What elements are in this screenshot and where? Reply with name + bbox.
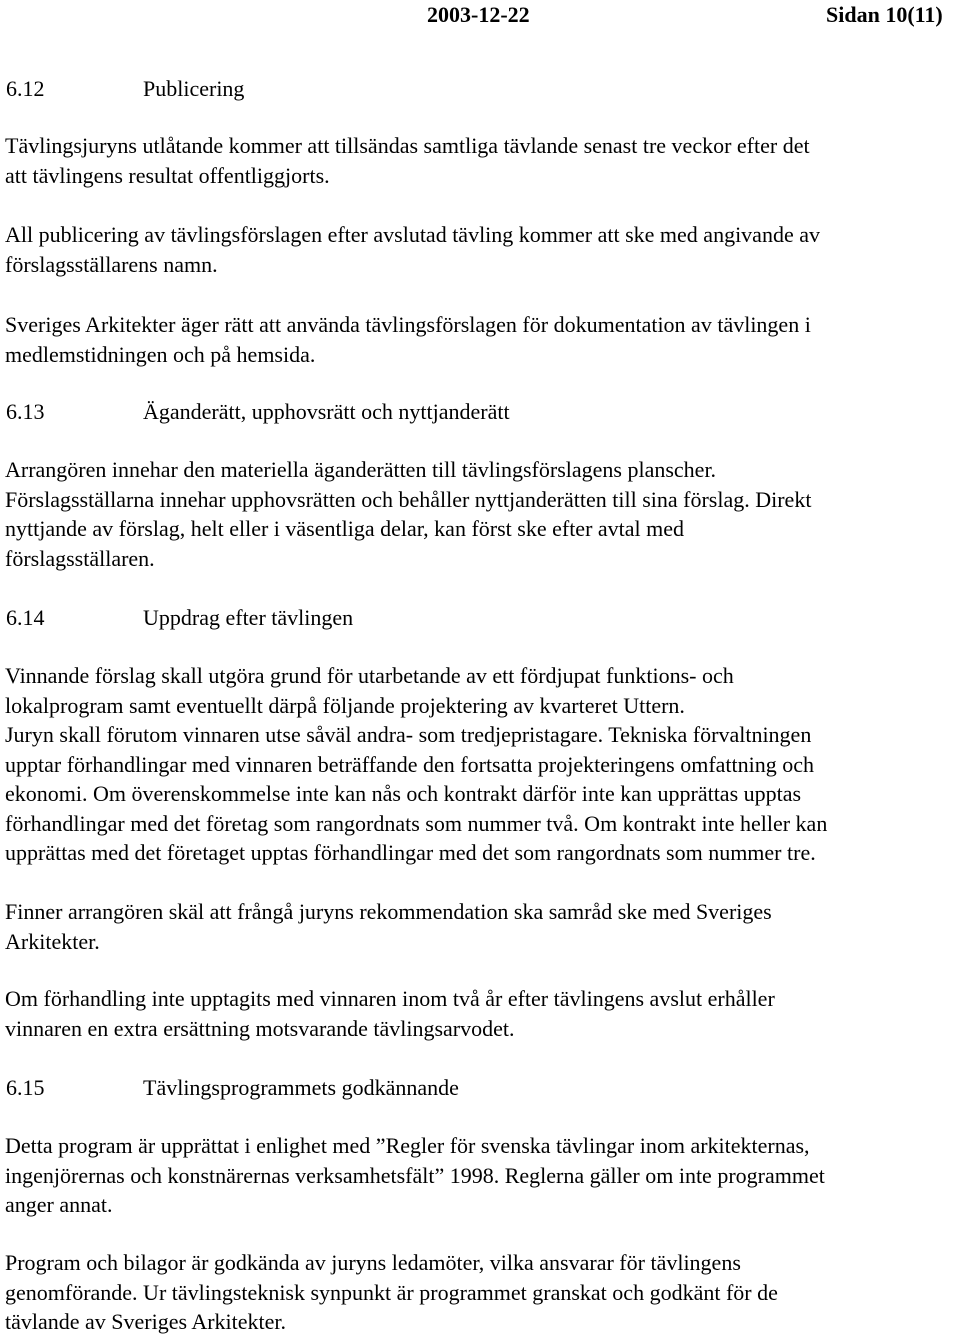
text-line: Finner arrangören skäl att frångå juryns rekommendation ska samråd ske med Sveriges: [5, 899, 772, 924]
section-title: Tävlingsprogrammets godkännande: [143, 1075, 459, 1100]
paragraph: [5, 220, 960, 279]
paragraph: [5, 1248, 960, 1337]
text-line: medlemstidningen och på hemsida.: [5, 341, 316, 367]
section-title: Äganderätt, upphovsrätt och nyttjanderätt: [143, 399, 510, 424]
text-line: upptar förhandlingar med vinnaren beträffande den fortsatta projekteringens omfattning och: [5, 751, 815, 777]
text-line: Juryn skall förutom vinnaren utse såväl andra- som tredjepristagare. Tekniska förvaltningen: [5, 722, 812, 747]
text-line: vinnaren en extra ersättning motsvarande tävlingsarvodet.: [5, 1015, 515, 1041]
section-title: Uppdrag efter tävlingen: [143, 605, 354, 630]
text-line: Program och bilagor är godkända av juryns ledamöter, vilka ansvarar för tävlingens: [5, 1250, 741, 1275]
text-line: förhandlingar med det företag som rangordnats som nummer två. Om kontrakt inte heller kan: [5, 810, 828, 836]
text-line: Detta program är upprättat i enlighet med ”Regler för svenska tävlingar inom arkitekternas,: [5, 1133, 810, 1158]
text-line: upprättas med det företaget upptas förhandlingar med det som rangordnats som nummer tre.: [5, 840, 816, 865]
text-line: lokalprogram samt eventuellt därpå följande projektering av kvarteret Uttern.: [5, 692, 685, 718]
text-line: Om förhandling inte upptagits med vinnaren inom två år efter tävlingens avslut erhåller: [5, 986, 775, 1011]
header-page-number: Sidan 10(11): [826, 2, 943, 27]
section-heading-6-14: [6, 603, 353, 633]
text-line: att tävlingens resultat offentliggjorts.: [5, 162, 330, 188]
text-line: Arrangören innehar den materiella äganderätten till tävlingsförslagens planscher.: [5, 457, 717, 482]
section-number: 6.12: [6, 76, 45, 101]
text-line: genomförande. Ur tävlingsteknisk synpunkt är programmet granskat och godkänt för de: [5, 1279, 778, 1305]
text-line: Sveriges Arkitekter äger rätt att använda tävlingsförslagen för dokumentation av tävlingen i: [5, 312, 811, 337]
section-heading-6-12: [6, 74, 244, 104]
text-line: tävlande av Sveriges Arkitekter.: [5, 1309, 287, 1334]
paragraph: [5, 1131, 960, 1220]
text-line: förslagsställaren.: [5, 545, 155, 571]
paragraph: [5, 310, 960, 369]
text-line: ekonomi. Om överenskommelse inte kan nås och kontrakt därför inte kan upprättas upptas: [5, 781, 802, 806]
text-line: All publicering av tävlingsförslagen efter avslutad tävling kommer att ske med angivande av: [5, 222, 820, 247]
section-number: 6.14: [6, 605, 45, 630]
text-line: förslagsställarens namn.: [5, 251, 218, 277]
text-line: nyttjande av förslag, helt eller i väsentliga delar, kan först ske efter avtal med: [5, 516, 685, 541]
paragraph: [5, 131, 960, 190]
section-heading-6-15: [6, 1073, 459, 1103]
paragraph: [5, 661, 960, 868]
text-line: Förslagsställarna innehar upphovsrätten och behåller nyttjanderätten till sina förslag. Direkt: [5, 486, 812, 512]
section-number: 6.15: [6, 1075, 45, 1100]
section-number: 6.13: [6, 399, 45, 424]
text-line: Arkitekter.: [5, 928, 100, 954]
text-line: anger annat.: [5, 1192, 113, 1217]
header-date: 2003-12-22: [427, 2, 530, 27]
paragraph: [5, 897, 960, 956]
section-heading-6-13: [6, 397, 510, 427]
text-line: ingenjörernas och konstnärernas verksamhetsfält” 1998. Reglerna gäller om inte programmet: [5, 1162, 825, 1188]
page-header: [0, 0, 960, 30]
section-title: Publicering: [143, 76, 245, 101]
text-line: Tävlingsjuryns utlåtande kommer att tillsändas samtliga tävlande senast tre veckor efter det: [5, 133, 810, 158]
paragraph: [5, 984, 960, 1043]
paragraph: [5, 455, 960, 573]
text-line: Vinnande förslag skall utgöra grund för utarbetande av ett fördjupat funktions- och: [5, 663, 734, 688]
